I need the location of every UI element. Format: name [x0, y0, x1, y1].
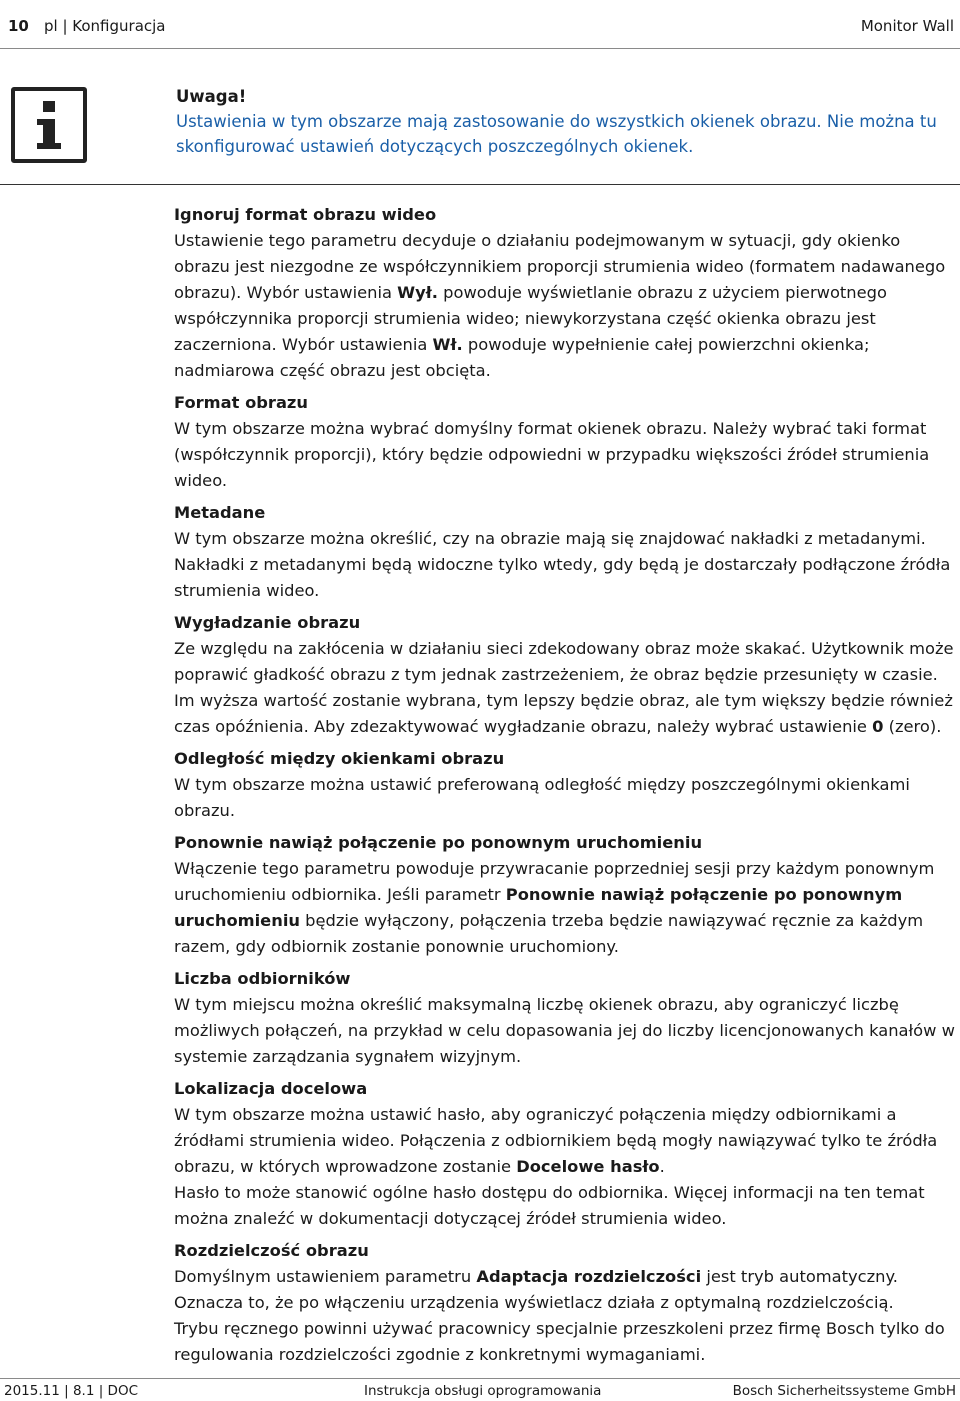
- note-text: [176, 84, 946, 159]
- text-run: W tym obszarze można wybrać domyślny format okienek obrazu. Należy wybrać taki format (współczynnik proporcji), który będzie odpowiedni w przypadku większości źródeł strumienia wideo.: [174, 419, 930, 490]
- section: [174, 500, 956, 604]
- section-paragraph: [174, 1102, 956, 1180]
- section-paragraph: [174, 1180, 956, 1232]
- bold-term: Ponownie nawiąż połączenie po ponownym uruchomieniu: [174, 885, 903, 930]
- note-body: Ustawienia w tym obszarze mają zastosowanie do wszystkich okienek obrazu. Nie można tu skonfigurować ustawień dotyczących poszczególnych okienek.: [176, 112, 937, 156]
- page-footer: [0, 1378, 960, 1401]
- section: [174, 830, 956, 960]
- section: [174, 1076, 956, 1232]
- text-run: Ustawienie tego parametru decyduje o działaniu podejmowanym w sytuacji, gdy okienko obrazu jest niezgodne ze współczynnikiem proporcji strumienia wideo (formatem nadawanego obrazu). Wybór ustawienia: [174, 231, 946, 302]
- footer-company: Bosch Sicherheitssysteme GmbH: [732, 1383, 956, 1399]
- footer-doc-title: Instrukcja obsługi oprogramowania: [364, 1383, 602, 1399]
- section-title: Ponownie nawiąż połączenie po ponownym uruchomieniu: [174, 833, 703, 852]
- document-content: [174, 202, 956, 1374]
- page-header: [0, 0, 960, 49]
- section-title: Metadane: [174, 503, 266, 522]
- section: [174, 1238, 956, 1368]
- section-paragraph: [174, 1316, 956, 1368]
- section: [174, 966, 956, 1070]
- text-run: W tym obszarze można ustawić hasło, aby ograniczyć połączenia między odbiornikami a źródłami strumienia wideo. Połączenia z odbiornikiem będą mogły nawiązywać tylko te źródła obrazu, w których wprowadzone zostanie: [174, 1105, 938, 1176]
- section-title: Liczba odbiorników: [174, 969, 351, 988]
- section-title: Format obrazu: [174, 393, 309, 412]
- section: [174, 746, 956, 824]
- bold-term: Docelowe hasło: [516, 1157, 660, 1176]
- text-run: jest tryb automatyczny. Oznacza to, że po włączeniu urządzenia wyświetlacz działa z optymalną rozdzielczością.: [174, 1267, 898, 1312]
- text-run: Trybu ręcznego powinni używać pracownicy specjalnie przeszkoleni przez firmę Bosch tylko do regulowania rozdzielczości zgodnie z konkretnymi wymaganiami.: [174, 1319, 945, 1364]
- text-run: Hasło to może stanowić ogólne hasło dostępu do odbiornika. Więcej informacji na ten temat można znaleźć w dokumentacji dotyczącej źródeł strumienia wideo.: [174, 1183, 925, 1228]
- section-title: Ignoruj format obrazu wideo: [174, 205, 437, 224]
- section-paragraph: [174, 856, 956, 960]
- section-label: pl | Konfiguracja: [44, 17, 166, 35]
- text-run: W tym miejscu można określić maksymalną liczbę okienek obrazu, aby ograniczyć liczbę możliwych połączeń, na przykład w celu dopasowania jej do liczby licencjonowanych kanałów w systemie zarządzania sygnałem wizyjnym.: [174, 995, 955, 1066]
- section: [174, 202, 956, 384]
- text-run: W tym obszarze można ustawić preferowaną odległość między poszczególnymi okienkami obrazu.: [174, 775, 910, 820]
- section: [174, 610, 956, 740]
- section-title: Lokalizacja docelowa: [174, 1079, 368, 1098]
- text-run: .: [659, 1157, 665, 1176]
- note-title: Uwaga!: [176, 87, 247, 106]
- section-paragraph: [174, 228, 956, 384]
- section-title: Wygładzanie obrazu: [174, 613, 361, 632]
- bold-term: Wł.: [432, 335, 463, 354]
- text-run: Włączenie tego parametru powoduje przywracanie poprzedniej sesji przy każdym ponownym uruchomieniu odbiornika. Jeśli parametr: [174, 859, 935, 904]
- section-paragraph: [174, 526, 956, 604]
- text-run: W tym obszarze można określić, czy na obrazie mają się znajdować nakładki z metadanymi. Nakładki z metadanymi będą widoczne tylko wtedy, gdy będą je dostarczały podłączone źródła strumienia wideo.: [174, 529, 951, 600]
- note-box: [0, 74, 960, 185]
- section-paragraph: [174, 1264, 956, 1316]
- text-run: będzie wyłączony, połączenia trzeba będzie nawiązywać ręcznie za każdym razem, gdy odbiornik zostanie ponownie uruchomiony.: [174, 911, 924, 956]
- section-paragraph: [174, 636, 956, 740]
- section-paragraph: [174, 992, 956, 1070]
- section-title: Rozdzielczość obrazu: [174, 1241, 369, 1260]
- footer-version: 2015.11 | 8.1 | DOC: [4, 1383, 139, 1399]
- product-name: Monitor Wall: [860, 17, 954, 35]
- page-number: 10: [8, 17, 29, 35]
- text-run: (zero).: [883, 717, 942, 736]
- text-run: powoduje wypełnienie całej powierzchni okienka; nadmiarowa część obrazu jest obcięta.: [174, 335, 870, 380]
- section-paragraph: [174, 772, 956, 824]
- text-run: Ze względu na zakłócenia w działaniu sieci zdekodowany obraz może skakać. Użytkownik może poprawić gładkość obrazu z tym jednak zastrzeżeniem, że obraz będzie przesunięty w czasie. Im wyższa wartość zostanie wybrana, tym lepszy będzie obraz, ale tym większy będzie również czas opóźnienia. Aby zdezaktywować wygładzanie obrazu, należy wybrać ustawienie: [174, 639, 954, 736]
- text-run: Domyślnym ustawieniem parametru: [174, 1267, 477, 1286]
- text-run: powoduje wyświetlanie obrazu z użyciem pierwotnego współczynnika proporcji strumienia wideo; niewykorzystana część okienka obrazu jest zaczerniona. Wybór ustawienia: [174, 283, 887, 354]
- section: [174, 390, 956, 494]
- bold-term: Adaptacja rozdzielczości: [476, 1267, 702, 1286]
- section-title: Odległość między okienkami obrazu: [174, 749, 505, 768]
- section-paragraph: [174, 416, 956, 494]
- info-icon: [11, 87, 87, 163]
- bold-term: Wył.: [397, 283, 438, 302]
- bold-term: 0: [872, 717, 884, 736]
